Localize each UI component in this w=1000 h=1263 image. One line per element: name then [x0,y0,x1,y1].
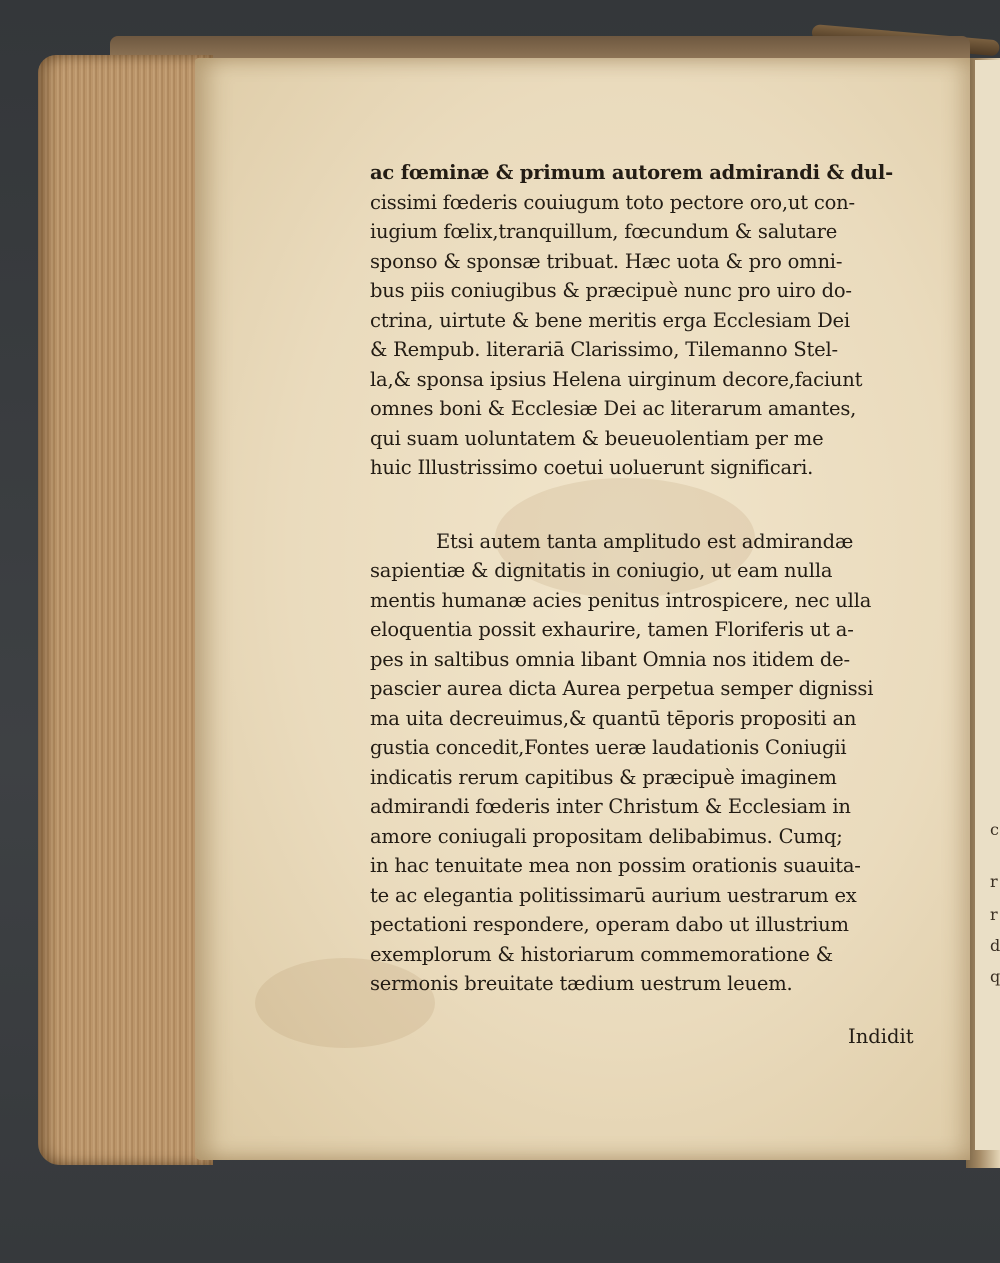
facing-page-char: d [990,936,1000,955]
facing-page-char: q [990,967,1000,986]
text-line: mentis humanæ acies penitus introspicere, nec ulla [370,588,872,612]
text-line: Etsi autem tanta amplitudo est admirandæ [436,529,854,553]
paragraph-gap [370,483,930,527]
text-line: ma uita decreuimus,& quantū tēporis propositi an [370,706,857,730]
text-line: sapientiæ & dignitatis in coniugio, ut eam nulla [370,559,833,582]
text-line: pascier aurea dicta Aurea perpetua semper dignissi [370,677,874,700]
text-line: admirandi fœderis inter Christum & Ecclesiam in [370,795,851,818]
facing-page-char: r [990,905,998,924]
text-line: amore coniugali propositam delibabimus. Cumq; [370,824,843,848]
text-line: bus piis coniugibus & præcipuè nunc pro uiro do- [370,279,852,302]
paragraph-2 [370,527,930,999]
catchword: Indidit [848,1025,914,1048]
text-line: exemplorum & historiarum commemoratione & [370,942,833,966]
text-line: cissimi fœderis couiugum toto pectore oro,ut con- [370,190,855,214]
text-line: huic Illustrissimo coetui uoluerunt significari. [370,456,814,479]
text-line: eloquentia possit exhaurire, tamen Floriferis ut a- [370,618,854,641]
text-line: & Rempub. literariā Clarissimo, Tilemanno Stel- [370,338,838,361]
page-text [370,158,930,999]
facing-page-sliver [975,60,1000,1150]
text-line: te ac elegantia politissimarū aurium uestrarum ex [370,883,857,907]
text-line: pes in saltibus omnia libant Omnia nos itidem de- [370,647,850,671]
text-line: la,& sponsa ipsius Helena uirginum decore,faciunt [370,367,863,391]
text-line: pectationi respondere, operam dabo ut illustrium [370,913,849,936]
text-line: sermonis breuitate tædium uestrum leuem. [370,972,793,995]
facing-page-char: r [990,872,998,891]
text-line: ac fœminæ & primum autorem admirandi & dul- [370,161,893,184]
text-line: omnes boni & Ecclesiæ Dei ac literarum amantes, [370,397,857,420]
text-line: iugium fœlix,tranquillum, fœcundum & salutare [370,220,838,243]
paragraph-1 [370,158,930,483]
text-line: qui suam uoluntatem & beueuolentiam per me [370,426,824,450]
facing-page-char: c [990,820,999,839]
text-line: in hac tenuitate mea non possim orationis suauita- [370,854,861,877]
text-line: sponso & sponsæ tribuat. Hæc uota & pro omni- [370,249,843,273]
book-fore-edge [38,55,213,1165]
text-line: ctrina, uirtute & bene meritis erga Ecclesiam Dei [370,308,850,332]
text-line: indicatis rerum capitibus & præcipuè imaginem [370,765,837,789]
text-line: gustia concedit,Fontes ueræ laudationis Coniugii [370,736,847,759]
